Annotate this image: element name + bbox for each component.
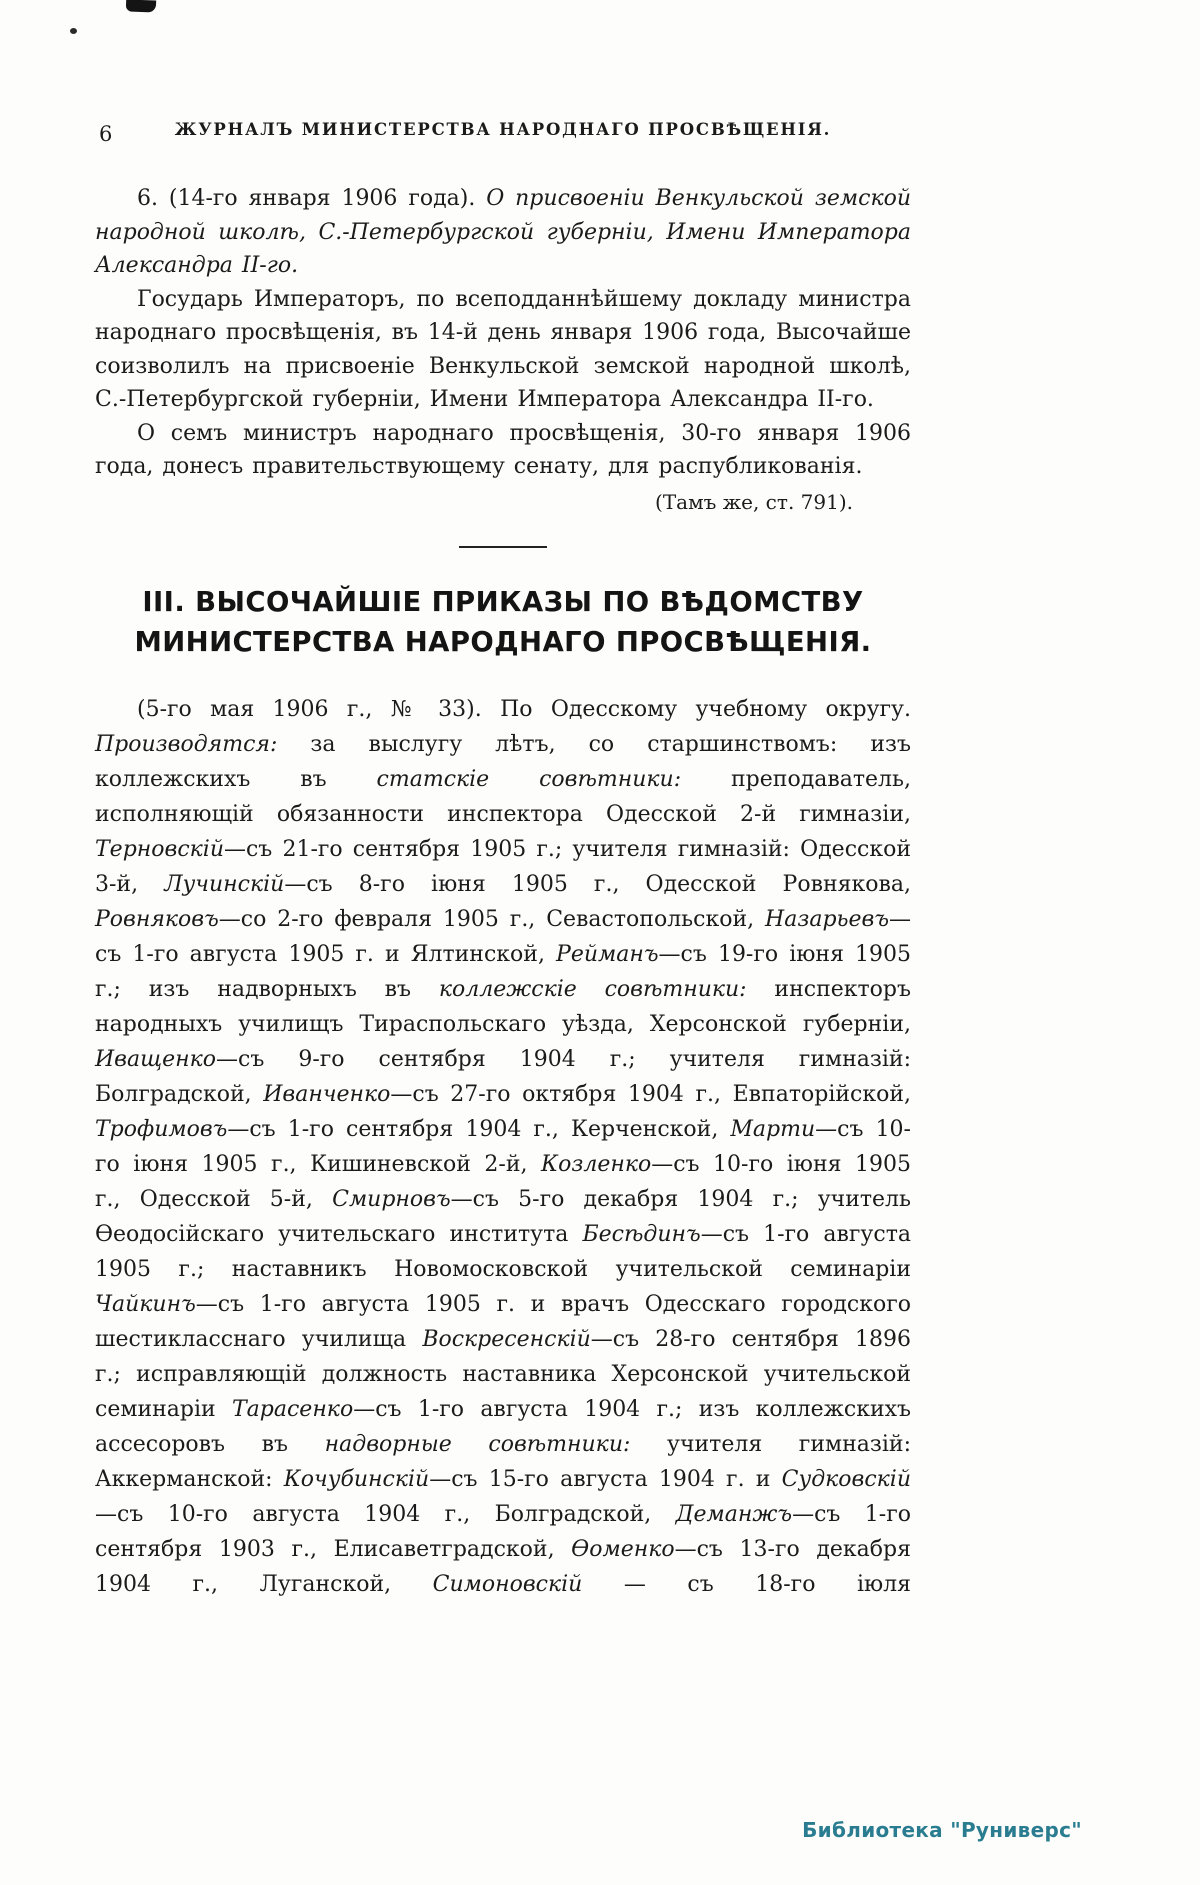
page-number: 6 xyxy=(99,122,113,146)
page-header xyxy=(95,120,911,148)
decree-title-paragraph: 6. (14-го января 1906 года). О присвоеніи Венкульской земской народной школѣ, С.-Петербургской губерніи, Имени Императора Александра II-го. xyxy=(95,186,911,278)
decree-report-paragraph: О семъ министръ народнаго просвѣщенія, 30-го января 1906 года, донесъ правительствующему сенату, для распубликованія. xyxy=(95,420,911,479)
library-watermark: Библиотека "Руниверс" xyxy=(802,1818,1082,1842)
decree-body-paragraph: Государь Императоръ, по всеподданнѣйшему докладу министра народнаго просвѣщенія, въ 14-й день января 1906 года, Высочайше соизволилъ на присвоеніе Венкульской земской народной школѣ, С.-Петербургской губерніи, Имени Императора Александра II-го. xyxy=(95,286,911,412)
scan-artifact xyxy=(126,0,156,13)
section-divider xyxy=(459,546,547,548)
source-citation: (Тамъ же, ст. 791). xyxy=(655,489,853,514)
scan-artifact xyxy=(70,28,77,34)
page-content xyxy=(95,120,911,1602)
running-header: ЖУРНАЛЪ МИНИСТЕРСТВА НАРОДНАГО ПРОСВѢЩЕНІЯ. xyxy=(174,120,832,139)
orders-paragraph: (5-го мая 1906 г., № 33). По Одесскому учебному округу. Производятся: за выслугу лѣтъ, со старшинствомъ: изъ коллежскихъ въ статскіе совѣтники: преподаватель, исполняющій обязанности инспектора Одесской 2-й гимназіи, Терновскій—съ 21-го сентября 1905 г.; учителя гимназій: Одесской 3-й, Лучинскій—съ 8-го іюня 1905 г., Одесской Ровнякова, Ровняковъ—со 2-го февраля 1905 г., Севастопольской, Назарьевъ—съ 1-го августа 1905 г. и Ялтинской, Рейманъ—съ 19-го іюня 1905 г.; изъ надворныхъ въ коллежскіе совѣтники: инспекторъ народныхъ училищъ Тираспольскаго уѣзда, Херсонской губерніи, Иващенко—съ 9-го сентября 1904 г.; учителя гимназій: Болградской, Иванченко—съ 27-го октября 1904 г., Евпаторійской, Трофимовъ—съ 1-го сентября 1904 г., Керченской, Марти—съ 10-го іюня 1905 г., Кишиневской 2-й, Козленко—съ 10-го іюня 1905 г., Одесской 5-й, Смирновъ—съ 5-го декабря 1904 г.; учитель Ѳеодосійскаго учительскаго института Бесѣдинъ—съ 1-го августа 1905 г.; наставникъ Новомосковской учительской семинаріи Чайкинъ—съ 1-го августа 1905 г. и врачъ Одесскаго городского шестикласснаго училища Воскресенскій—съ 28-го сентября 1896 г.; исправляющій должность наставника Херсонской учительской семинаріи Тарасенко—съ 1-го августа 1904 г.; изъ коллежскихъ ассесоровъ въ надворные совѣтники: учителя гимназій: Аккерманской: Кочубинскій—съ 15-го августа 1904 г. и Судковскій—съ 10-го августа 1904 г., Болградской, Деманжъ—съ 1-го сентября 1903 г., Елисаветградской, Ѳоменко—съ 13-го декабря 1904 г., Луганской, Симоновскій — съ 18-го іюля xyxy=(95,696,912,1597)
section-heading: III. ВЫСОЧАЙШІЕ ПРИКАЗЫ ПО ВѢДОМСТВУ МИНИСТЕРСТВА НАРОДНАГО ПРОСВѢЩЕНІЯ. xyxy=(134,585,872,658)
